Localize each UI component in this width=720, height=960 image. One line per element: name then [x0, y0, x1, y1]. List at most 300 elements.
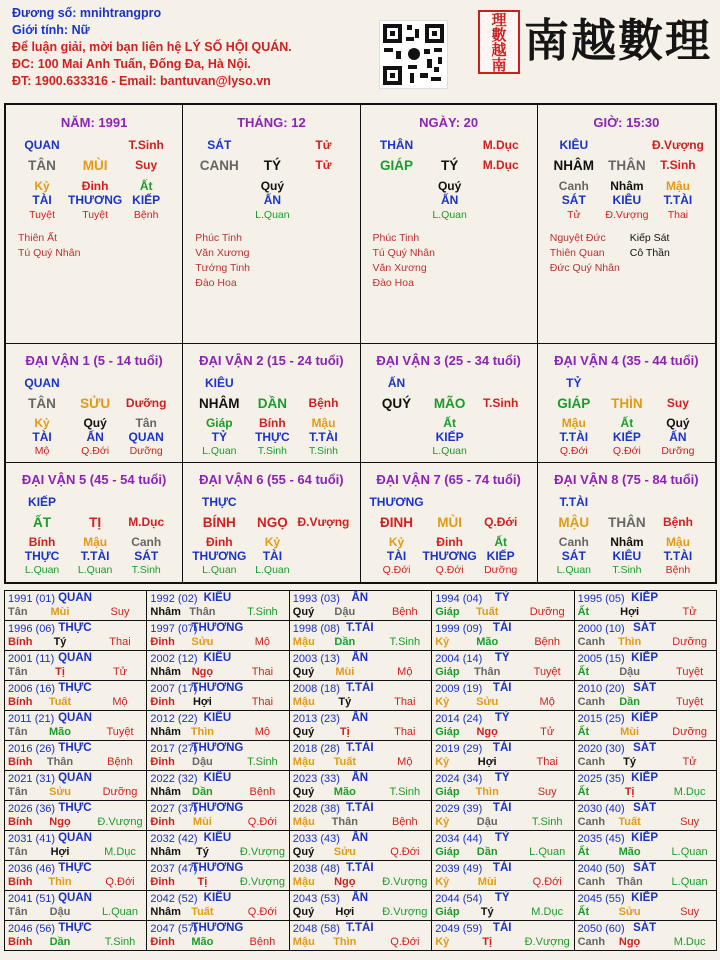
earthly-branch: Thân	[474, 666, 501, 678]
pillar-text: Đ.Vượng	[605, 209, 649, 221]
year-cell	[575, 861, 717, 891]
ten-god: TÀI	[492, 742, 512, 754]
pillar-text: Canh	[558, 179, 589, 193]
heavenly-stem: Mậu	[292, 936, 315, 948]
earthly-branch: Tị	[482, 936, 493, 948]
earthly-branch: Mão	[333, 786, 356, 798]
life-stage: Thai	[394, 696, 416, 708]
earthly-branch: Tuất	[191, 906, 214, 918]
heavenly-stem: Canh	[577, 696, 606, 708]
ten-god: ẤN	[351, 892, 369, 904]
ten-god: T.TÀI	[346, 682, 374, 694]
pillar-cell	[183, 105, 360, 344]
heavenly-stem: Bính	[8, 936, 33, 948]
ten-god: QUAN	[58, 892, 92, 904]
star-label: Phúc Tinh	[195, 232, 242, 244]
header-line: Đương số: mnihtrangpro	[12, 6, 162, 20]
year-label: 2025 (35)	[577, 773, 625, 785]
life-stage: Tử	[682, 756, 697, 768]
year-label: 2001 (11)	[8, 653, 55, 665]
life-stage: Thai	[536, 756, 558, 768]
star-label: Thiên Quan	[549, 247, 605, 259]
earthly-branch: Tị	[55, 666, 65, 678]
year-cell	[432, 711, 574, 741]
life-stage: M.Dục	[673, 786, 706, 798]
year-cell	[290, 771, 432, 801]
special-stars	[373, 231, 435, 291]
pillar-text: L.Quan	[556, 564, 592, 576]
pillar-text: TÀI	[262, 549, 283, 563]
heavenly-stem: Canh	[577, 636, 606, 648]
pillar-text: NGỌ	[256, 515, 288, 530]
life-stage: Dưỡng	[529, 606, 565, 618]
special-stars	[195, 231, 250, 291]
year-label: 2002 (12)	[150, 653, 198, 665]
heavenly-stem: Canh	[577, 756, 606, 768]
pillar-text: KIẾP	[28, 495, 57, 509]
year-cell	[575, 801, 717, 831]
pillar-cell	[538, 105, 715, 344]
ten-god: KIẾP	[631, 892, 659, 904]
life-stage: T.Sinh	[247, 756, 278, 768]
ten-god: THƯƠNG	[191, 742, 244, 754]
ten-god: KIẾP	[631, 652, 659, 664]
dai-van-cell	[6, 463, 183, 582]
pillar-text: TỊ	[89, 515, 102, 530]
year-label: 2031 (41)	[8, 833, 56, 845]
year-label: 2019 (29)	[435, 743, 483, 755]
pillar-text: KIẾP	[132, 193, 161, 207]
pillar-text: Suy	[135, 158, 158, 172]
year-label: 2050 (60)	[577, 923, 625, 935]
ten-god: QUAN	[58, 592, 92, 604]
life-stage: Thai	[251, 696, 274, 708]
pillar-text: KIÊU	[612, 549, 642, 563]
earthly-branch: Dậu	[619, 666, 640, 678]
dai-van-cell	[361, 344, 538, 463]
year-cell	[147, 591, 289, 621]
pillar-text: MÙI	[437, 515, 462, 530]
special-stars	[18, 231, 80, 261]
earthly-branch: Thân	[46, 756, 74, 768]
heavenly-stem: Đinh	[150, 816, 175, 828]
pillar-text: M.Dục	[482, 158, 519, 172]
year-label: 2028 (38)	[292, 803, 340, 815]
year-cell	[575, 891, 717, 921]
ten-god: ẤN	[351, 652, 369, 664]
earthly-branch: Ngọ	[49, 816, 71, 828]
earthly-branch: Hợi	[50, 846, 70, 858]
pillar-cell	[361, 105, 538, 344]
earthly-branch: Dần	[192, 786, 213, 798]
earthly-branch: Ngọ	[476, 726, 498, 738]
ten-god: TỶ	[494, 832, 510, 844]
life-stage: Đ.Vượng	[382, 876, 428, 888]
pillar-text: Bệnh	[308, 396, 339, 410]
earthly-branch: Tuất	[475, 606, 499, 618]
year-label: 2021 (31)	[8, 773, 56, 785]
year-cell	[432, 801, 574, 831]
pillar-text: THƯƠNG	[68, 193, 123, 207]
year-label: 2045 (55)	[577, 893, 625, 905]
pillar-text: Mậu	[311, 416, 336, 430]
pillar-title: NĂM: 1991	[60, 115, 128, 130]
pillar-text: THỰC	[201, 495, 237, 509]
heavenly-stem: Kỷ	[435, 636, 450, 648]
pillar-text: L.Quan	[24, 564, 60, 576]
heavenly-stem: Tân	[8, 846, 28, 858]
heavenly-stem: Canh	[577, 936, 606, 948]
life-stage: T.Sinh	[389, 636, 421, 648]
heavenly-stem: Quý	[292, 786, 315, 798]
year-label: 2004 (14)	[435, 653, 483, 665]
pillar-text: GIÁP	[557, 396, 591, 411]
year-cell	[432, 891, 574, 921]
heavenly-stem: Mậu	[292, 636, 315, 648]
logo: 南越數理	[524, 14, 713, 67]
life-stage: Bệnh	[391, 816, 418, 828]
header-line: Giới tính: Nữ	[12, 23, 90, 37]
life-stage: Q.Đới	[390, 936, 420, 948]
pillar-text: L.Quan	[432, 445, 467, 457]
dai-van-cell	[538, 463, 715, 582]
earthly-branch: Dần	[49, 936, 71, 948]
earthly-branch: Sửu	[191, 636, 214, 648]
earthly-branch: Tị	[624, 786, 635, 798]
dai-van-title: ĐẠI VẬN 4 (35 - 44 tuổi)	[554, 353, 699, 368]
pillar-text: Ất	[443, 416, 456, 430]
year-label: 2012 (22)	[150, 713, 198, 725]
pillar-text: T.Sinh	[612, 564, 642, 576]
ten-god: THƯƠNG	[191, 622, 244, 634]
earthly-branch: Tuất	[48, 696, 72, 708]
earthly-branch: Tý	[623, 756, 637, 768]
life-stage: T.Sinh	[247, 606, 278, 618]
earthly-branch: Tuất	[618, 816, 641, 828]
ten-god: KIÊU	[203, 832, 232, 844]
pillar-text: MẬU	[558, 515, 590, 530]
pillar-text: TÀI	[32, 193, 52, 207]
pillar-text: KIẾP	[612, 430, 641, 444]
ten-god: ẤN	[351, 772, 369, 784]
life-stage: Dưỡng	[672, 726, 707, 738]
pillar-text: TÝ	[440, 158, 459, 173]
year-label: 1997 (07)	[150, 623, 198, 635]
pillar-text: T.TÀI	[663, 193, 693, 207]
year-cell	[147, 651, 289, 681]
pillar-text: Kỷ	[264, 535, 281, 549]
pillar-text: Quý	[666, 416, 690, 430]
year-cell	[290, 741, 432, 771]
ten-god: ẤN	[351, 832, 369, 844]
year-cell	[290, 861, 432, 891]
earthly-branch: Thìn	[617, 636, 642, 648]
heavenly-stem: Quý	[292, 666, 315, 678]
life-stage: Mộ	[254, 636, 271, 648]
ten-god: SÁT	[633, 922, 657, 934]
ten-god: TÀI	[492, 922, 512, 934]
earthly-branch: Dậu	[334, 606, 356, 618]
heavenly-stem: Đinh	[150, 876, 175, 888]
earthly-branch: Tý	[338, 696, 352, 708]
star-label: Phúc Tinh	[372, 232, 420, 244]
ten-god: THƯƠNG	[191, 682, 244, 694]
ten-god: QUAN	[58, 652, 92, 664]
earthly-branch: Mùi	[192, 816, 212, 828]
pillar-text: ẤN	[263, 193, 282, 207]
earthly-branch: Mão	[618, 846, 641, 858]
life-stage: L.Quan	[101, 906, 139, 918]
pillar-text: Dưỡng	[129, 445, 163, 457]
pillar-text: T.TÀI	[559, 495, 589, 509]
earthly-branch: Ngọ	[618, 936, 641, 948]
header-line: ĐC: 100 Mai Anh Tuấn, Đống Đa, Hà Nội.	[12, 57, 251, 71]
ten-god: T.TÀI	[346, 922, 374, 934]
year-label: 2048 (58)	[292, 923, 340, 935]
life-stage: Q.Đới	[390, 846, 420, 858]
pillar-text: THƯƠNG	[369, 495, 424, 509]
pillar-text: TÀI	[386, 549, 407, 563]
star-label: Thiên Ất	[18, 232, 58, 244]
qr-code[interactable]	[379, 20, 448, 89]
star-label: Cô Thần	[629, 247, 670, 259]
earthly-branch: Mùi	[335, 666, 355, 678]
life-stage: Dưỡng	[672, 636, 707, 648]
life-stage: Tuyệt	[106, 726, 134, 738]
pillar-text: Ất	[139, 179, 153, 193]
pillar-text: T.Sinh	[483, 396, 519, 410]
pillar-text: NHÂM	[199, 396, 240, 411]
pillar-text: Kỷ	[388, 535, 405, 549]
heavenly-stem: Bính	[8, 816, 33, 828]
earthly-branch: Sửu	[48, 786, 72, 798]
life-stage: Q.Đới	[105, 876, 135, 888]
pillar-text: TỶ	[211, 430, 227, 444]
earthly-branch: Hợi	[477, 756, 497, 768]
heavenly-stem: Bính	[8, 876, 33, 888]
life-stage: Suy	[537, 786, 557, 798]
pillar-text: Đinh	[436, 535, 463, 549]
dai-van-title: ĐẠI VẬN 3 (25 - 34 tuổi)	[376, 353, 521, 368]
pillar-text: Mậu	[561, 416, 586, 430]
year-label: 1992 (02)	[150, 593, 198, 605]
ten-god: ẤN	[351, 592, 369, 604]
ten-god: KIÊU	[203, 712, 232, 724]
pillar-text: T.TÀI	[663, 549, 693, 563]
heavenly-stem: Mậu	[292, 816, 315, 828]
life-stage: Tử	[682, 606, 697, 618]
pillar-title: GIỜ: 15:30	[593, 115, 660, 130]
ten-god: SÁT	[633, 682, 657, 694]
year-label: 2037 (47)	[150, 863, 198, 875]
ten-god: KIÊU	[203, 892, 232, 904]
ten-god: KIẾP	[631, 772, 659, 784]
earthly-branch: Thìn	[333, 936, 357, 948]
year-cell	[432, 771, 574, 801]
star-label: Đào Hoa	[195, 277, 237, 289]
ten-god: T.TÀI	[346, 802, 374, 814]
dai-van-cell	[183, 344, 360, 463]
earthly-branch: Thìn	[48, 876, 72, 888]
heavenly-stem: Bính	[8, 636, 33, 648]
year-label: 2035 (45)	[577, 833, 625, 845]
year-label: 1998 (08)	[292, 623, 340, 635]
year-cell	[5, 681, 147, 711]
pillar-text: Ất	[620, 416, 634, 430]
life-stage: Bệnh	[249, 936, 276, 948]
star-label: Đào Hoa	[372, 277, 414, 289]
ten-god: THỰC	[58, 682, 92, 694]
earthly-branch: Sửu	[333, 846, 356, 858]
dai-van-title: ĐẠI VẬN 2 (15 - 24 tuổi)	[199, 353, 344, 368]
year-cell	[5, 831, 147, 861]
dai-van-cell	[6, 344, 183, 463]
year-cell	[147, 891, 289, 921]
ten-god: SÁT	[633, 622, 657, 634]
pillar-text: THÂN	[379, 138, 414, 152]
heavenly-stem: Ất	[577, 846, 590, 858]
heavenly-stem: Tân	[8, 906, 28, 918]
pillar-text: Kỷ	[34, 416, 50, 430]
pillar-text: Đ.Vượng	[651, 138, 704, 152]
ten-god: THỰC	[58, 622, 92, 634]
heavenly-stem: Quý	[292, 906, 315, 918]
pillar-text: Q.Đới	[435, 564, 464, 576]
dai-van-title: ĐẠI VẬN 8 (75 - 84 tuổi)	[554, 472, 699, 487]
year-cell	[147, 621, 289, 651]
earthly-branch: Hợi	[192, 696, 212, 708]
life-stage: Mộ	[397, 756, 413, 768]
ten-god: TÀI	[492, 862, 512, 874]
year-label: 2036 (46)	[8, 863, 56, 875]
pillar-text: M.Dục	[128, 515, 165, 529]
annual-years-grid	[4, 590, 717, 951]
heavenly-stem: Ất	[577, 906, 590, 918]
pillar-text: ẤN	[440, 193, 459, 207]
earthly-branch: Thân	[331, 816, 358, 828]
life-stage: Thai	[251, 666, 274, 678]
life-stage: M.Dục	[104, 846, 136, 858]
ten-god: T.TÀI	[346, 622, 374, 634]
ten-god: THƯƠNG	[191, 802, 244, 814]
earthly-branch: Thìn	[475, 786, 499, 798]
year-cell	[147, 741, 289, 771]
year-label: 2015 (25)	[577, 713, 625, 725]
ten-god: QUAN	[58, 772, 92, 784]
year-cell	[5, 891, 147, 921]
pillar-text: THƯƠNG	[192, 549, 247, 563]
year-label: 2040 (50)	[577, 863, 625, 875]
year-label: 2044 (54)	[435, 893, 483, 905]
pillar-text: Tuyệt	[82, 209, 109, 221]
year-cell	[432, 831, 574, 861]
pillar-text: Canh	[558, 535, 589, 549]
ten-god: TÀI	[492, 802, 512, 814]
pillar-text: L.Quan	[432, 209, 467, 221]
pillar-text: Tử	[315, 158, 332, 172]
earthly-branch: Ngọ	[191, 666, 214, 678]
year-label: 2020 (30)	[577, 743, 625, 755]
ten-god: TÀI	[492, 622, 512, 634]
year-label: 2022 (32)	[150, 773, 198, 785]
year-cell	[432, 591, 574, 621]
ten-god: SÁT	[633, 862, 657, 874]
pillar-text: T.TÀI	[80, 549, 110, 563]
year-cell	[575, 681, 717, 711]
pillar-text: Đinh	[205, 535, 233, 549]
life-stage: Tuyệt	[533, 666, 561, 678]
pillar-text: THƯƠNG	[422, 549, 477, 563]
ten-god: THỰC	[58, 742, 92, 754]
earthly-branch: Mão	[49, 726, 71, 738]
year-cell	[147, 711, 289, 741]
year-cell	[290, 681, 432, 711]
year-cell	[290, 891, 432, 921]
pillar-text: Tử	[567, 209, 581, 221]
pillar-text: L.Quan	[255, 209, 290, 221]
year-cell	[575, 831, 717, 861]
year-cell	[290, 651, 432, 681]
pillar-text: T.TÀI	[309, 430, 338, 444]
pillar-text: Q.Đới	[81, 445, 110, 457]
pillar-text: THỰC	[24, 549, 60, 563]
star-label: Văn Xương	[195, 247, 250, 259]
ten-god: THƯƠNG	[191, 922, 244, 934]
year-label: 2008 (18)	[292, 683, 340, 695]
pillar-title: NGÀY: 20	[419, 115, 479, 130]
special-stars	[550, 231, 620, 276]
year-cell	[147, 681, 289, 711]
life-stage: T.Sinh	[389, 786, 421, 798]
year-label: 1999 (09)	[435, 623, 483, 635]
heavenly-stem: Đinh	[150, 756, 175, 768]
pillar-text: SÁT	[561, 549, 586, 563]
year-label: 1994 (04)	[435, 593, 483, 605]
pillar-text: NHÂM	[553, 158, 595, 173]
dai-van-title: ĐẠI VẬN 7 (65 - 74 tuổi)	[376, 472, 521, 487]
earthly-branch: Dần	[619, 696, 640, 708]
pillar-text: SÁT	[134, 549, 159, 563]
year-label: 2006 (16)	[8, 683, 56, 695]
year-label: 2014 (24)	[435, 713, 483, 725]
ten-god: KIẾP	[631, 832, 659, 844]
heavenly-stem: Ất	[577, 606, 590, 618]
pillar-text: Dưỡng	[484, 564, 518, 576]
life-stage: Suy	[110, 606, 130, 618]
year-cell	[290, 801, 432, 831]
ten-god: QUAN	[58, 712, 92, 724]
star-label: Nguyệt Đức	[549, 232, 606, 244]
heavenly-stem: Giáp	[435, 606, 460, 618]
earthly-branch: Tị	[339, 726, 350, 738]
year-label: 1993 (03)	[292, 593, 340, 605]
year-cell	[575, 621, 717, 651]
life-stage: Suy	[680, 816, 700, 828]
ten-god: T.TÀI	[346, 742, 374, 754]
heavenly-stem: Giáp	[435, 666, 460, 678]
life-stage: Đ.Vượng	[239, 876, 285, 888]
year-cell	[575, 921, 717, 951]
life-stage: Q.Đới	[247, 906, 277, 918]
pillar-text: SÁT	[561, 193, 586, 207]
pillar-text: L.Quan	[77, 564, 113, 576]
special-stars-bad	[630, 231, 670, 261]
pillar-text: Bính	[259, 416, 286, 430]
pillar-text: ẤN	[86, 430, 104, 444]
year-label: 2016 (26)	[8, 743, 56, 755]
pillar-text: Bệnh	[133, 209, 159, 221]
year-cell	[290, 831, 432, 861]
